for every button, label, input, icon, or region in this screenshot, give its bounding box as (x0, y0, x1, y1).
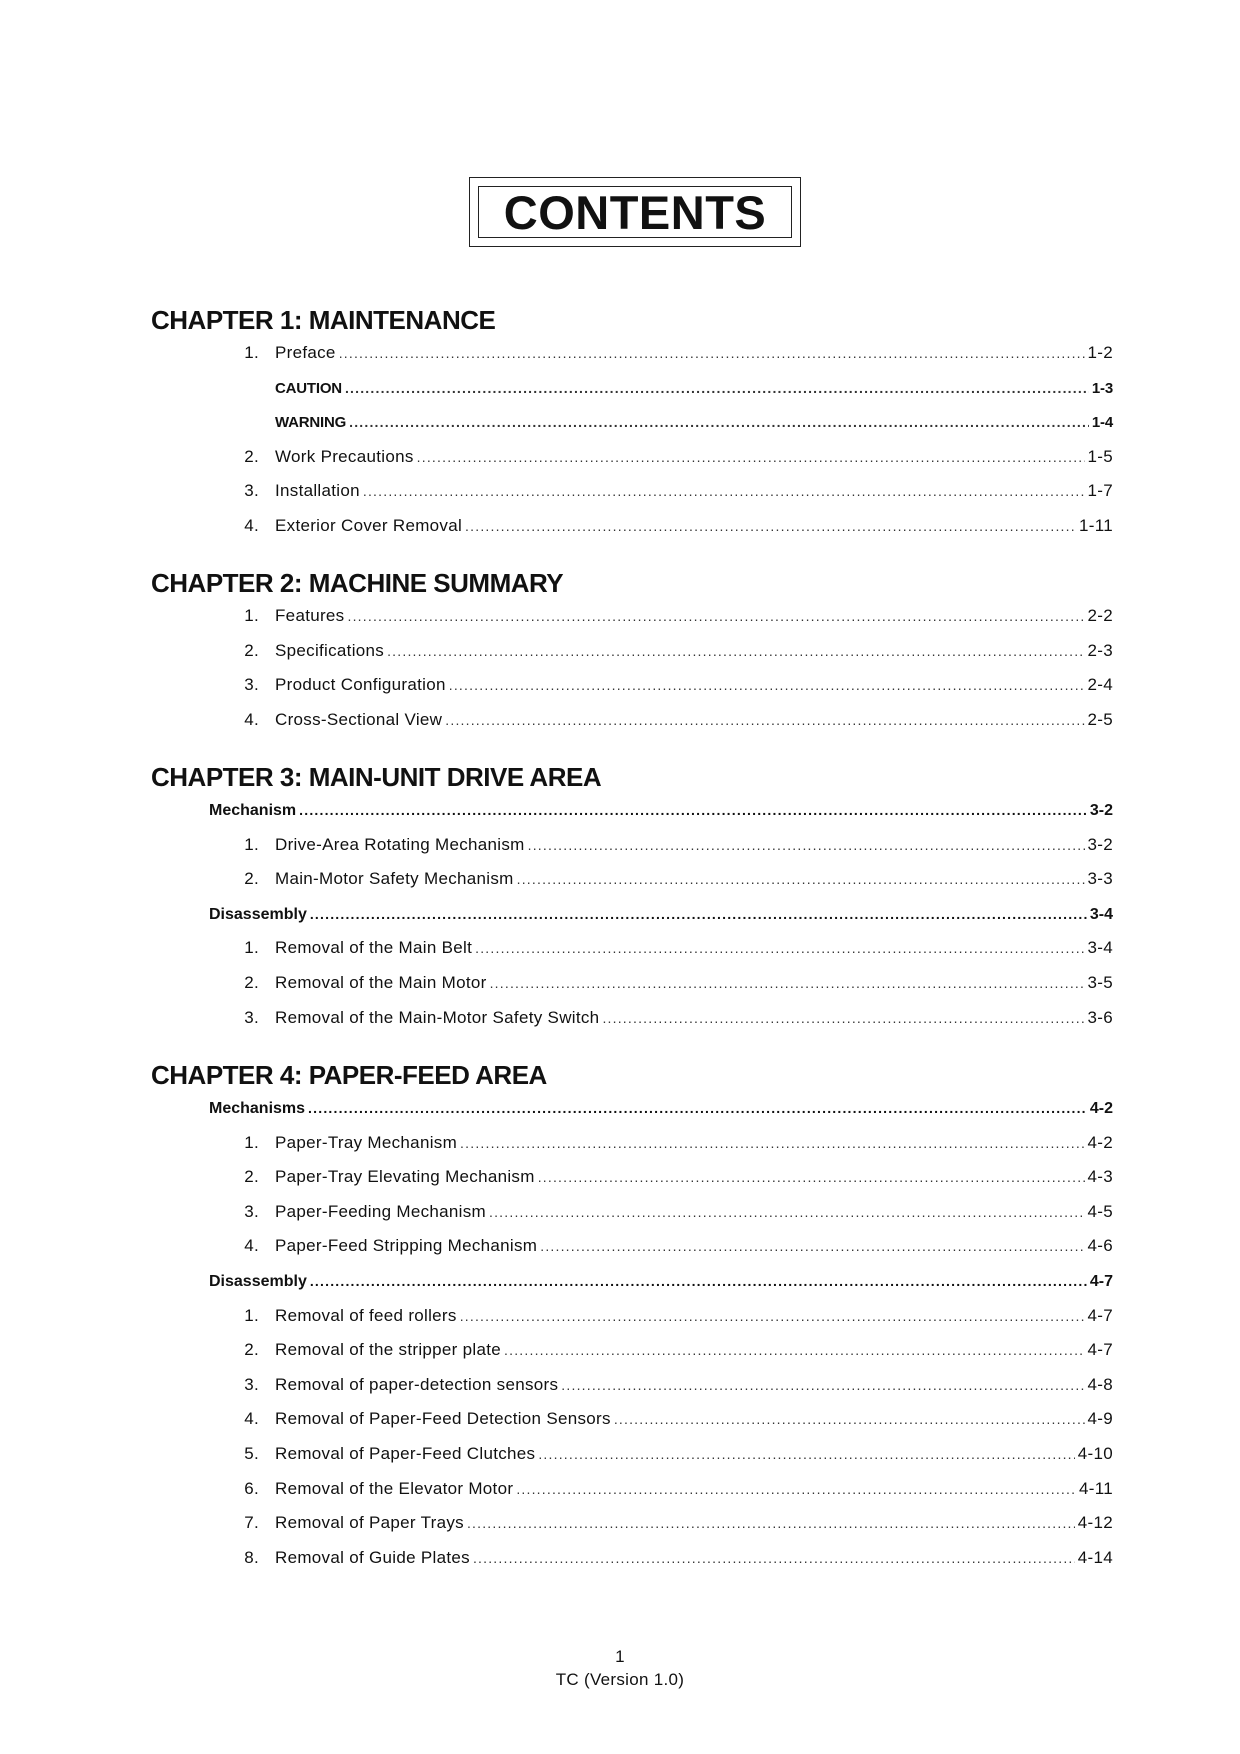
chapter-heading: CHAPTER 3: MAIN-UNIT DRIVE AREA (151, 762, 602, 792)
toc-entry[interactable] (209, 799, 1113, 822)
entry-page-number: 4-14 (1077, 1547, 1113, 1567)
dot-leader (614, 1408, 1085, 1430)
entry-page-number: 1-11 (1079, 516, 1113, 535)
entry-label: Removal of the Main Belt (275, 938, 473, 958)
toc-entry[interactable] (244, 1305, 1113, 1327)
dot-leader (561, 1374, 1084, 1396)
entry-label: CAUTION (275, 379, 342, 397)
entry-label: Paper-Tray Mechanism (275, 1132, 458, 1152)
entry-label: Removal of Paper Trays (275, 1513, 464, 1533)
dot-leader (460, 1305, 1085, 1327)
chapter-heading: CHAPTER 1: MAINTENANCE (151, 305, 496, 335)
dot-leader (308, 1097, 1087, 1119)
entry-page-number: 2-4 (1087, 675, 1113, 695)
dot-leader (299, 799, 1087, 821)
toc-entry[interactable] (209, 1097, 1113, 1120)
entry-page-number: 1-2 (1087, 343, 1113, 362)
entry-label: WARNING (275, 414, 347, 432)
entry-label: Installation (275, 481, 360, 501)
entry-page-number: 3-6 (1087, 1007, 1113, 1027)
entry-page-number: 4-2 (1087, 1132, 1113, 1152)
entry-number: 1. (244, 938, 259, 958)
contents-title: CONTENTS (478, 186, 792, 238)
entry-page-number: 4-12 (1077, 1513, 1113, 1533)
entry-page-number: 3-2 (1089, 802, 1113, 819)
entry-number: 2. (244, 1340, 259, 1360)
entry-page-number: 4-7 (1087, 1340, 1113, 1360)
entry-page-number: 3-3 (1087, 869, 1113, 889)
entry-label: Mechanism (209, 802, 297, 819)
entry-label: Removal of the Main-Motor Safety Switch (275, 1007, 600, 1027)
footer-version: TC (Version 1.0) (555, 1670, 685, 1689)
contents-title-box (469, 177, 801, 247)
entry-page-number: 4-7 (1087, 1305, 1113, 1325)
entry-label: Removal of Paper-Feed Detection Sensors (275, 1409, 611, 1429)
chapter-heading: CHAPTER 4: PAPER-FEED AREA (151, 1060, 547, 1090)
entry-label: Main-Motor Safety Mechanism (275, 869, 514, 889)
toc-entry[interactable] (275, 377, 1113, 400)
entry-label: Removal of the Main Motor (275, 973, 487, 992)
entry-label: Paper-Feeding Mechanism (275, 1201, 486, 1221)
entry-label: Removal of Paper-Feed Clutches (275, 1444, 536, 1463)
dot-leader (310, 1270, 1087, 1292)
dot-leader (417, 446, 1085, 468)
entry-page-number: 3-4 (1089, 905, 1113, 923)
dot-leader (475, 937, 1084, 959)
entry-label: Product Configuration (275, 675, 446, 695)
entry-number: 4. (244, 1236, 259, 1256)
entry-label: Preface (275, 343, 336, 362)
entry-page-number: 2-5 (1087, 709, 1113, 729)
toc-entry[interactable] (244, 640, 1113, 662)
entry-number: 1. (244, 343, 259, 362)
toc-entry[interactable] (244, 1235, 1113, 1257)
entry-page-number: 1-5 (1087, 446, 1113, 466)
entry-number: 1. (244, 606, 259, 625)
dot-leader (504, 1339, 1084, 1361)
dot-leader (465, 515, 1076, 537)
entry-label: Removal of Guide Plates (275, 1547, 470, 1567)
dot-leader (516, 1478, 1076, 1500)
entry-number: 2. (244, 446, 259, 466)
footer-page-number: 1 (615, 1647, 625, 1666)
entry-page-number: 4-11 (1079, 1478, 1113, 1498)
entry-number: 4. (244, 516, 259, 535)
toc-entry[interactable] (244, 1443, 1113, 1465)
entry-number: 2. (244, 640, 259, 660)
chapter-heading: CHAPTER 2: MACHINE SUMMARY (151, 568, 564, 598)
entry-label: Exterior Cover Removal (275, 516, 463, 535)
toc-entry[interactable] (244, 480, 1113, 502)
toc-entry[interactable] (244, 1374, 1113, 1396)
dot-leader (489, 1201, 1085, 1223)
entry-number: 7. (244, 1513, 259, 1533)
dot-leader (540, 1235, 1084, 1257)
entry-page-number: 1-7 (1087, 481, 1113, 501)
entry-label: Drive-Area Rotating Mechanism (275, 834, 525, 854)
dot-leader (349, 411, 1089, 433)
dot-leader (602, 1007, 1084, 1029)
toc-entry[interactable] (244, 1132, 1113, 1154)
toc-entry[interactable] (244, 1408, 1113, 1430)
entry-page-number: 4-3 (1087, 1167, 1113, 1187)
dot-leader (528, 834, 1085, 856)
dot-leader (445, 709, 1084, 731)
entry-page-number: 3-5 (1087, 973, 1113, 992)
entry-number: 1. (244, 1132, 259, 1152)
toc-entry[interactable] (275, 411, 1113, 434)
entry-label: Work Precautions (275, 446, 414, 466)
entry-page-number: 4-5 (1087, 1201, 1113, 1221)
toc-entry[interactable] (209, 903, 1113, 926)
dot-leader (449, 674, 1085, 696)
entry-page-number: 4-2 (1089, 1100, 1113, 1117)
entry-page-number: 4-6 (1087, 1236, 1113, 1256)
toc-entry[interactable] (244, 515, 1113, 537)
toc-entry[interactable] (244, 674, 1113, 696)
entry-number: 2. (244, 1167, 259, 1187)
dot-leader (490, 972, 1085, 994)
toc-entry[interactable] (244, 1512, 1113, 1534)
entry-label: Removal of the stripper plate (275, 1340, 502, 1360)
entry-page-number: 4-7 (1089, 1273, 1113, 1290)
entry-page-number: 4-10 (1077, 1444, 1113, 1463)
entry-number: 6. (244, 1478, 259, 1498)
entry-page-number: 4-8 (1087, 1374, 1113, 1394)
entry-number: 3. (244, 1007, 259, 1027)
dot-leader (363, 480, 1085, 502)
entry-page-number: 2-3 (1087, 640, 1113, 660)
toc-entry[interactable] (244, 605, 1113, 627)
entry-label: Cross-Sectional View (275, 709, 443, 729)
entry-label: Removal of paper-detection sensors (275, 1374, 559, 1394)
entry-page-number: 1-3 (1091, 379, 1113, 397)
dot-leader (538, 1166, 1085, 1188)
entry-page-number: 3-2 (1087, 834, 1113, 854)
toc-entry[interactable] (244, 342, 1113, 364)
entry-label: Removal of the Elevator Motor (275, 1478, 514, 1498)
dot-leader (345, 377, 1089, 399)
entry-label: Disassembly (209, 1273, 307, 1290)
entry-number: 8. (244, 1547, 259, 1567)
dot-leader (517, 868, 1085, 890)
entry-label: Paper-Feed Stripping Mechanism (275, 1236, 538, 1256)
toc-entry[interactable] (244, 1547, 1113, 1569)
entry-number: 4. (244, 1409, 259, 1429)
toc-entry[interactable] (244, 709, 1113, 731)
entry-number: 1. (244, 1305, 259, 1325)
entry-label: Removal of feed rollers (275, 1305, 457, 1325)
entry-label: Features (275, 606, 345, 625)
entry-page-number: 1-4 (1091, 414, 1113, 432)
dot-leader (460, 1132, 1084, 1154)
toc-entry[interactable] (244, 868, 1113, 890)
toc-entry[interactable] (244, 1201, 1113, 1223)
entry-number: 4. (244, 709, 259, 729)
entry-label: Disassembly (209, 905, 307, 923)
dot-leader (348, 605, 1085, 627)
toc-entry[interactable] (244, 1007, 1113, 1029)
toc-entry[interactable] (244, 1339, 1113, 1361)
entry-page-number: 3-4 (1087, 938, 1113, 958)
toc-entry[interactable] (244, 1478, 1113, 1500)
toc-entry[interactable] (209, 1270, 1113, 1293)
entry-page-number: 4-9 (1087, 1409, 1113, 1429)
toc-entry[interactable] (244, 1166, 1113, 1188)
dot-leader (310, 903, 1087, 925)
toc-entry[interactable] (244, 972, 1113, 994)
dot-leader (467, 1512, 1075, 1534)
entry-label: Specifications (275, 640, 385, 660)
entry-number: 3. (244, 1374, 259, 1394)
toc-entry[interactable] (244, 834, 1113, 856)
entry-page-number: 2-2 (1087, 606, 1113, 625)
entry-label: Mechanisms (209, 1100, 306, 1117)
entry-number: 1. (244, 834, 259, 854)
toc-entry[interactable] (244, 937, 1113, 959)
toc-entry[interactable] (244, 446, 1113, 468)
entry-number: 5. (244, 1444, 259, 1463)
entry-number: 3. (244, 675, 259, 695)
dot-leader (339, 342, 1085, 364)
dot-leader (538, 1443, 1074, 1465)
dot-leader (473, 1547, 1075, 1569)
entry-label: Paper-Tray Elevating Mechanism (275, 1167, 535, 1187)
entry-number: 2. (244, 973, 259, 992)
entry-number: 3. (244, 1201, 259, 1221)
entry-number: 3. (244, 481, 259, 501)
entry-number: 2. (244, 869, 259, 889)
dot-leader (387, 640, 1084, 662)
